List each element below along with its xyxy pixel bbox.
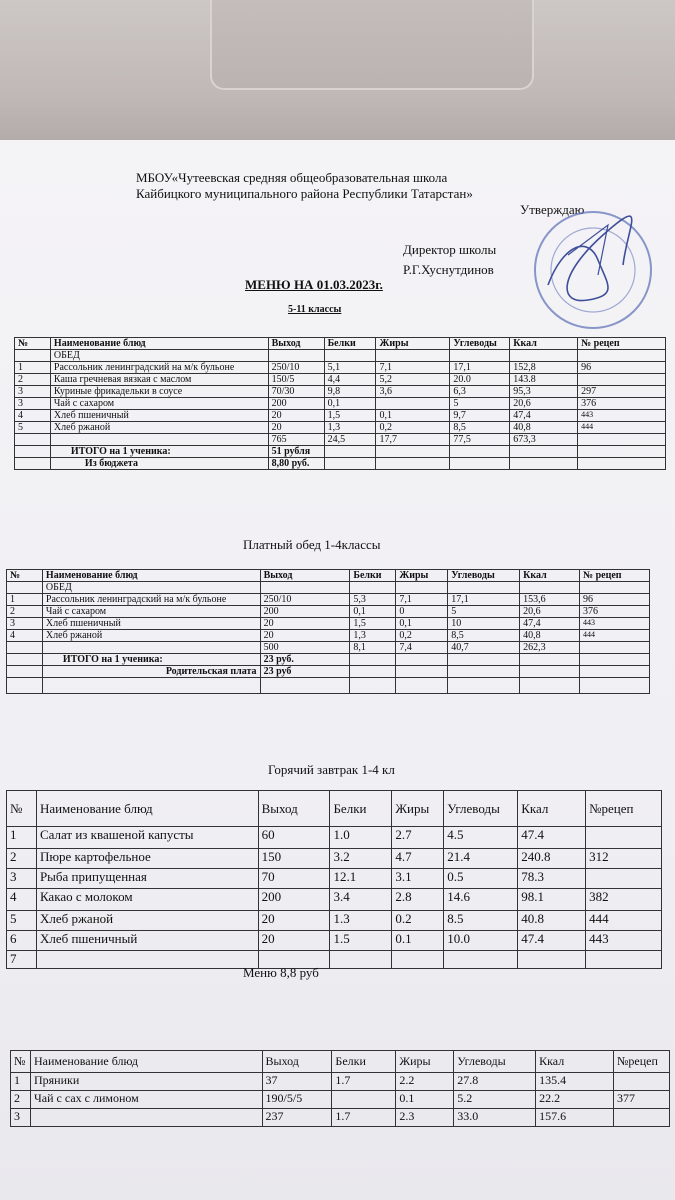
cell: 27.8: [454, 1073, 536, 1091]
cell: 17,1: [448, 594, 520, 606]
cell: 152,8: [510, 362, 578, 374]
cell: 33.0: [454, 1109, 536, 1127]
cell: 70: [258, 869, 330, 889]
cell: Хлеб пшеничный: [36, 931, 258, 951]
hot-breakfast-table: [6, 790, 662, 969]
cell: 47.4: [518, 931, 586, 951]
cell: 157.6: [536, 1109, 614, 1127]
empty-row: [7, 678, 650, 694]
cell: 5,3: [350, 594, 396, 606]
cell: 382: [586, 889, 662, 911]
cell: Рассольник ленинградский на м/к бульоне: [50, 362, 268, 374]
cell: 2: [15, 374, 51, 386]
cell: 1.0: [330, 827, 392, 849]
col-header: Наименование блюд: [36, 791, 258, 827]
table-header-row: [7, 570, 650, 582]
cell: 20,6: [510, 398, 578, 410]
cell: 47,4: [510, 410, 578, 422]
cell: 1: [7, 827, 37, 849]
cell: 17,1: [450, 362, 510, 374]
col-header: Наименование блюд: [42, 570, 260, 582]
col-header: Белки: [330, 791, 392, 827]
approve-label: Утверждаю: [520, 202, 585, 217]
col-header: Жиры: [396, 570, 448, 582]
itogo-label: ИТОГО на 1 ученика:: [50, 446, 268, 458]
cell: 20: [258, 911, 330, 931]
itogo-value: 51 рубля: [268, 446, 324, 458]
col-header: Выход: [260, 570, 350, 582]
col-header: №: [15, 338, 51, 350]
cell: 20: [260, 630, 350, 642]
cell: 95,3: [510, 386, 578, 398]
cell: 4: [7, 889, 37, 911]
col-header: №: [7, 570, 43, 582]
cell: 765: [268, 434, 324, 446]
cell: 1: [7, 594, 43, 606]
cell: 2.2: [396, 1073, 454, 1091]
paid-lunch-title: Платный обед 1-4классы: [243, 537, 381, 552]
itogo-row: [7, 654, 650, 666]
cell: 200: [260, 606, 350, 618]
cell: 2: [11, 1091, 31, 1109]
cell: 10.0: [444, 931, 518, 951]
cell: 1,5: [350, 618, 396, 630]
cell: 1,3: [350, 630, 396, 642]
cell: 20: [260, 618, 350, 630]
table-row: [15, 410, 666, 422]
cell: 21.4: [444, 849, 518, 869]
cell: 2.7: [392, 827, 444, 849]
col-header: Ккал: [520, 570, 580, 582]
cell: 4.5: [444, 827, 518, 849]
cell: 0,1: [350, 606, 396, 618]
menu-title: МЕНЮ НА 01.03.2023г.: [245, 277, 383, 292]
table-header-row: [7, 791, 662, 827]
cell: 0,2: [376, 422, 450, 434]
cell: 7,1: [376, 362, 450, 374]
col-header: №: [11, 1051, 31, 1073]
cell: 3.4: [330, 889, 392, 911]
totals-row: [15, 434, 666, 446]
cell: 8.5: [444, 911, 518, 931]
col-header: Жиры: [396, 1051, 454, 1073]
cell: 250/10: [268, 362, 324, 374]
cell: [332, 1091, 396, 1109]
cell: 312: [586, 849, 662, 869]
parent-fee-value: 23 руб: [260, 666, 350, 678]
cell: 40.8: [518, 911, 586, 931]
budget-value: 8,80 руб.: [268, 458, 324, 470]
cell: 1,5: [324, 410, 376, 422]
col-header: Выход: [258, 791, 330, 827]
table-row: [15, 350, 666, 362]
col-header: Углеводы: [444, 791, 518, 827]
cell: 7,1: [396, 594, 448, 606]
cell: 377: [613, 1091, 669, 1109]
table-row: [15, 398, 666, 410]
cell: Чай с сахаром: [42, 606, 260, 618]
cell: 40,8: [510, 422, 578, 434]
col-header: Жиры: [376, 338, 450, 350]
cell: 6,3: [450, 386, 510, 398]
hot-breakfast-title: Горячий завтрак 1-4 кл: [268, 762, 395, 777]
cell: 47,4: [520, 618, 580, 630]
cell: 8,5: [450, 422, 510, 434]
cell: [586, 827, 662, 849]
table-row: [11, 1073, 670, 1091]
totals-row: [7, 642, 650, 654]
cell: 135.4: [536, 1073, 614, 1091]
cell: 3: [7, 869, 37, 889]
cell: Рыба припущенная: [36, 869, 258, 889]
laptop-background: [0, 0, 675, 140]
cell: Пряники: [30, 1073, 262, 1091]
cell: 500: [260, 642, 350, 654]
col-header: Наименование блюд: [50, 338, 268, 350]
col-header: Белки: [332, 1051, 396, 1073]
laptop-trackpad: [210, 0, 534, 90]
col-header: № рецеп: [580, 570, 650, 582]
cell: 190/5/5: [262, 1091, 332, 1109]
parent-fee-row: [7, 666, 650, 678]
table-row: [7, 931, 662, 951]
cell: 443: [580, 618, 650, 630]
cell: 0.2: [392, 911, 444, 931]
cell: Хлеб ржаной: [42, 630, 260, 642]
cell: Хлеб пшеничный: [50, 410, 268, 422]
cell: 40,7: [448, 642, 520, 654]
cell: 2.3: [396, 1109, 454, 1127]
cell: 3: [15, 386, 51, 398]
col-header: Ккал: [518, 791, 586, 827]
cell: 37: [262, 1073, 332, 1091]
cell: 4: [7, 630, 43, 642]
cell: 5.2: [454, 1091, 536, 1109]
cell: 1.7: [332, 1109, 396, 1127]
cell: 1.3: [330, 911, 392, 931]
cell: 0: [396, 606, 448, 618]
cell: [376, 398, 450, 410]
cell: 0.1: [396, 1091, 454, 1109]
cell: 262,3: [520, 642, 580, 654]
cell: 1.7: [332, 1073, 396, 1091]
cell: 0,1: [396, 618, 448, 630]
cell: 20.0: [450, 374, 510, 386]
cell: 5,2: [376, 374, 450, 386]
col-header: Выход: [262, 1051, 332, 1073]
cell: Хлеб пшеничный: [42, 618, 260, 630]
table-row: [15, 386, 666, 398]
table-row: [11, 1091, 670, 1109]
cell: 200: [268, 398, 324, 410]
cell: 22.2: [536, 1091, 614, 1109]
cell: 6: [7, 931, 37, 951]
section-label: ОБЕД: [50, 350, 268, 362]
col-header: №рецеп: [613, 1051, 669, 1073]
cell: 24,5: [324, 434, 376, 446]
table-row: [15, 362, 666, 374]
cell: 237: [262, 1109, 332, 1127]
col-header: Выход: [268, 338, 324, 350]
cell: 78.3: [518, 869, 586, 889]
table-row: [15, 422, 666, 434]
cell: Хлеб ржаной: [50, 422, 268, 434]
cell: 1,3: [324, 422, 376, 434]
table-header-row: [15, 338, 666, 350]
cell: 0.5: [444, 869, 518, 889]
cell: 20: [258, 931, 330, 951]
cell: 5,1: [324, 362, 376, 374]
cell: 14.6: [444, 889, 518, 911]
cell: 200: [258, 889, 330, 911]
cell: Салат из квашеной капусты: [36, 827, 258, 849]
col-header: Углеводы: [450, 338, 510, 350]
cell: 2: [7, 849, 37, 869]
cell: 0.1: [392, 931, 444, 951]
cell: 4: [15, 410, 51, 422]
itogo-label: ИТОГО на 1 ученика:: [42, 654, 260, 666]
cell: 444: [578, 422, 666, 434]
cell: Какао с молоком: [36, 889, 258, 911]
cell: 376: [578, 398, 666, 410]
cell: 150/5: [268, 374, 324, 386]
cell: 1: [11, 1073, 31, 1091]
cell: 40,8: [520, 630, 580, 642]
col-header: Жиры: [392, 791, 444, 827]
cell: 444: [586, 911, 662, 931]
col-header: Ккал: [510, 338, 578, 350]
cell: 96: [580, 594, 650, 606]
col-header: №рецеп: [586, 791, 662, 827]
cell: 5: [448, 606, 520, 618]
cell: 2.8: [392, 889, 444, 911]
cell: 1.5: [330, 931, 392, 951]
cell: 153,6: [520, 594, 580, 606]
cell: 96: [578, 362, 666, 374]
col-header: Белки: [350, 570, 396, 582]
cell: 98.1: [518, 889, 586, 911]
cell: 9,7: [450, 410, 510, 422]
cell: [613, 1109, 669, 1127]
cell: 17,7: [376, 434, 450, 446]
cell: 3: [15, 398, 51, 410]
col-header: Углеводы: [448, 570, 520, 582]
cell: 7: [7, 951, 37, 969]
table-header-row: [11, 1051, 670, 1073]
cell: 376: [580, 606, 650, 618]
col-header: Наименование блюд: [30, 1051, 262, 1073]
school-name-line1: МБОУ«Чутеевская средняя общеобразовательная школа: [136, 170, 448, 185]
paid-lunch-table: [6, 569, 650, 694]
cell: 5: [15, 422, 51, 434]
cell: 297: [578, 386, 666, 398]
cell: 20: [268, 422, 324, 434]
cell: 2: [7, 606, 43, 618]
cell: 47.4: [518, 827, 586, 849]
cell: 60: [258, 827, 330, 849]
table-row: [7, 889, 662, 911]
section-label: ОБЕД: [42, 582, 260, 594]
cell: 5: [7, 911, 37, 931]
cell: 0,1: [376, 410, 450, 422]
parent-fee-label: Родительская плата: [42, 666, 260, 678]
snack-table: [10, 1050, 670, 1127]
col-header: № рецеп: [578, 338, 666, 350]
cell: 8,5: [448, 630, 520, 642]
table-row: [7, 951, 662, 969]
table-row: [7, 606, 650, 618]
table-row: [7, 582, 650, 594]
col-header: Углеводы: [454, 1051, 536, 1073]
budget-label: Из бюджета: [50, 458, 268, 470]
cell: [578, 374, 666, 386]
cell: 3.1: [392, 869, 444, 889]
cell: 5: [450, 398, 510, 410]
cell: 12.1: [330, 869, 392, 889]
col-header: Ккал: [536, 1051, 614, 1073]
itogo-row: [15, 446, 666, 458]
cell: Рассольник ленинградский на м/к бульоне: [42, 594, 260, 606]
cell: 20: [268, 410, 324, 422]
table-row: [7, 849, 662, 869]
cell: 4.7: [392, 849, 444, 869]
cell: Куриные фрикадельки в соусе: [50, 386, 268, 398]
cell: Чай с сах с лимоном: [30, 1091, 262, 1109]
cell: Чай с сахаром: [50, 398, 268, 410]
table-row: [11, 1109, 670, 1127]
menu-price-note: Меню 8,8 руб: [243, 965, 319, 980]
cell: 4,4: [324, 374, 376, 386]
cell: Пюре картофельное: [36, 849, 258, 869]
cell: Хлеб ржаной: [36, 911, 258, 931]
cell: 0,2: [396, 630, 448, 642]
cell: 7,4: [396, 642, 448, 654]
school-name-line2: Кайбицкого муниципального района Республики Татарстан»: [136, 186, 473, 201]
director-name: Р.Г.Хуснутдинов: [403, 262, 494, 277]
table-row: [7, 911, 662, 931]
cell: 673,3: [510, 434, 578, 446]
cell: 443: [586, 931, 662, 951]
cell: 1: [15, 362, 51, 374]
cell: 3: [11, 1109, 31, 1127]
itogo-value: 23 руб.: [260, 654, 350, 666]
cell: Каша гречневая вязкая с маслом: [50, 374, 268, 386]
cell: 8,1: [350, 642, 396, 654]
cell: 0,1: [324, 398, 376, 410]
cell: [613, 1073, 669, 1091]
cell: 20,6: [520, 606, 580, 618]
budget-row: [15, 458, 666, 470]
grades-label: 5-11 классы: [288, 304, 342, 315]
cell: [30, 1109, 262, 1127]
table-row: [7, 869, 662, 889]
table-row: [7, 594, 650, 606]
cell: [586, 869, 662, 889]
table-row: [15, 374, 666, 386]
cell: 3: [7, 618, 43, 630]
cell: 10: [448, 618, 520, 630]
cell: 3,6: [376, 386, 450, 398]
cell: 9,8: [324, 386, 376, 398]
cell: 240.8: [518, 849, 586, 869]
lunch-table-5-11: [14, 337, 666, 470]
cell: 77,5: [450, 434, 510, 446]
cell: 443: [578, 410, 666, 422]
cell: 70/30: [268, 386, 324, 398]
table-row: [7, 630, 650, 642]
cell: 3.2: [330, 849, 392, 869]
cell: 444: [580, 630, 650, 642]
cell: 150: [258, 849, 330, 869]
stamp-signature-icon: [528, 205, 658, 335]
col-header: №: [7, 791, 37, 827]
director-label: Директор школы: [403, 242, 497, 257]
table-row: [7, 827, 662, 849]
table-row: [7, 618, 650, 630]
cell: 143.8: [510, 374, 578, 386]
col-header: Белки: [324, 338, 376, 350]
cell: 250/10: [260, 594, 350, 606]
